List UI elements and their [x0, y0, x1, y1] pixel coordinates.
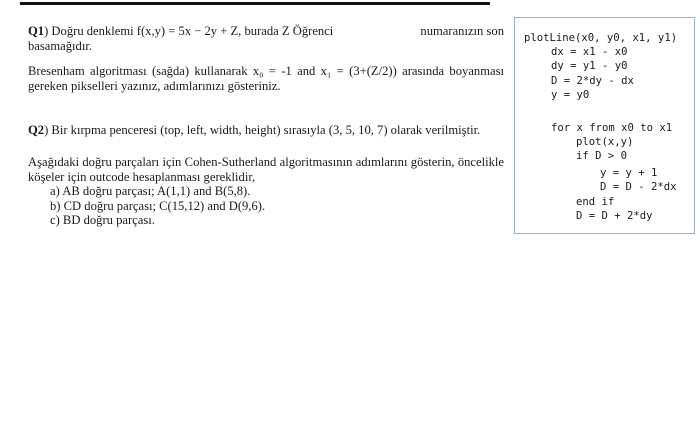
list-item: a) AB doğru parçası; A(1,1) and B(5,8).: [50, 184, 251, 199]
q2-clip-window: [28, 123, 504, 138]
list-item: b) CD doğru parçası; C(15,12) and D(9,6).: [50, 198, 266, 213]
q2-clip-window-text: ) Bir kırpma penceresi (top, left, width, height) sırasıyla (3, 5, 10, 7) olarak verilmiştir.: [44, 123, 481, 138]
code-line: plot(x,y): [576, 136, 634, 148]
q1-first-line-left: [28, 24, 333, 39]
code-line: dx = x1 - x0: [551, 46, 628, 58]
code-line: if D > 0: [576, 150, 628, 162]
q1-bresenham-task: Bresenham algoritması (sağda) kullanarak x₀ = -1 and x₁ = (3+(Z/2)) arasında boyanması gereken pikselleri yazınız, adımlarınızı gösteriniz.: [28, 64, 504, 93]
q1-label: Q1: [28, 24, 45, 38]
code-line: D = 2*dy - dx: [551, 75, 634, 87]
bresenham-pseudocode-box: [514, 17, 695, 234]
code-line: for x from x0 to x1: [551, 122, 673, 134]
code-line: y = y + 1: [600, 167, 658, 179]
q2-segment-list: [28, 184, 504, 228]
q2-cohen-sutherland-task: Aşağıdaki doğru parçaları için Cohen-Sutherland algoritmasının adımlarını gösterin, öncelikle köşeler için outcode hesaplanması gereklidir,: [28, 154, 504, 184]
code-line: plotLine(x0, y0, x1, y1): [524, 32, 678, 44]
q1-text-end: numaranızın son: [420, 24, 504, 38]
list-item: c) BD doğru parçası.: [50, 213, 155, 228]
code-line: D = D + 2*dy: [576, 210, 653, 222]
question-2: [28, 123, 504, 228]
q1-text-start: ) Doğru denklemi f(x,y) = 5x − 2y + Z, burada Z Öğrenci: [44, 24, 334, 38]
top-rule: [20, 2, 490, 5]
q2-label: Q2: [28, 123, 45, 138]
code-line: D = D - 2*dx: [600, 181, 677, 193]
q1-first-line: [28, 24, 504, 39]
code-line: y = y0: [551, 89, 590, 101]
question-1: [28, 24, 504, 93]
q1-text-line2: basamağıdır.: [28, 38, 93, 53]
questions-panel: [28, 24, 504, 228]
code-line: end if: [576, 196, 615, 208]
code-line: dy = y1 - y0: [551, 60, 628, 72]
